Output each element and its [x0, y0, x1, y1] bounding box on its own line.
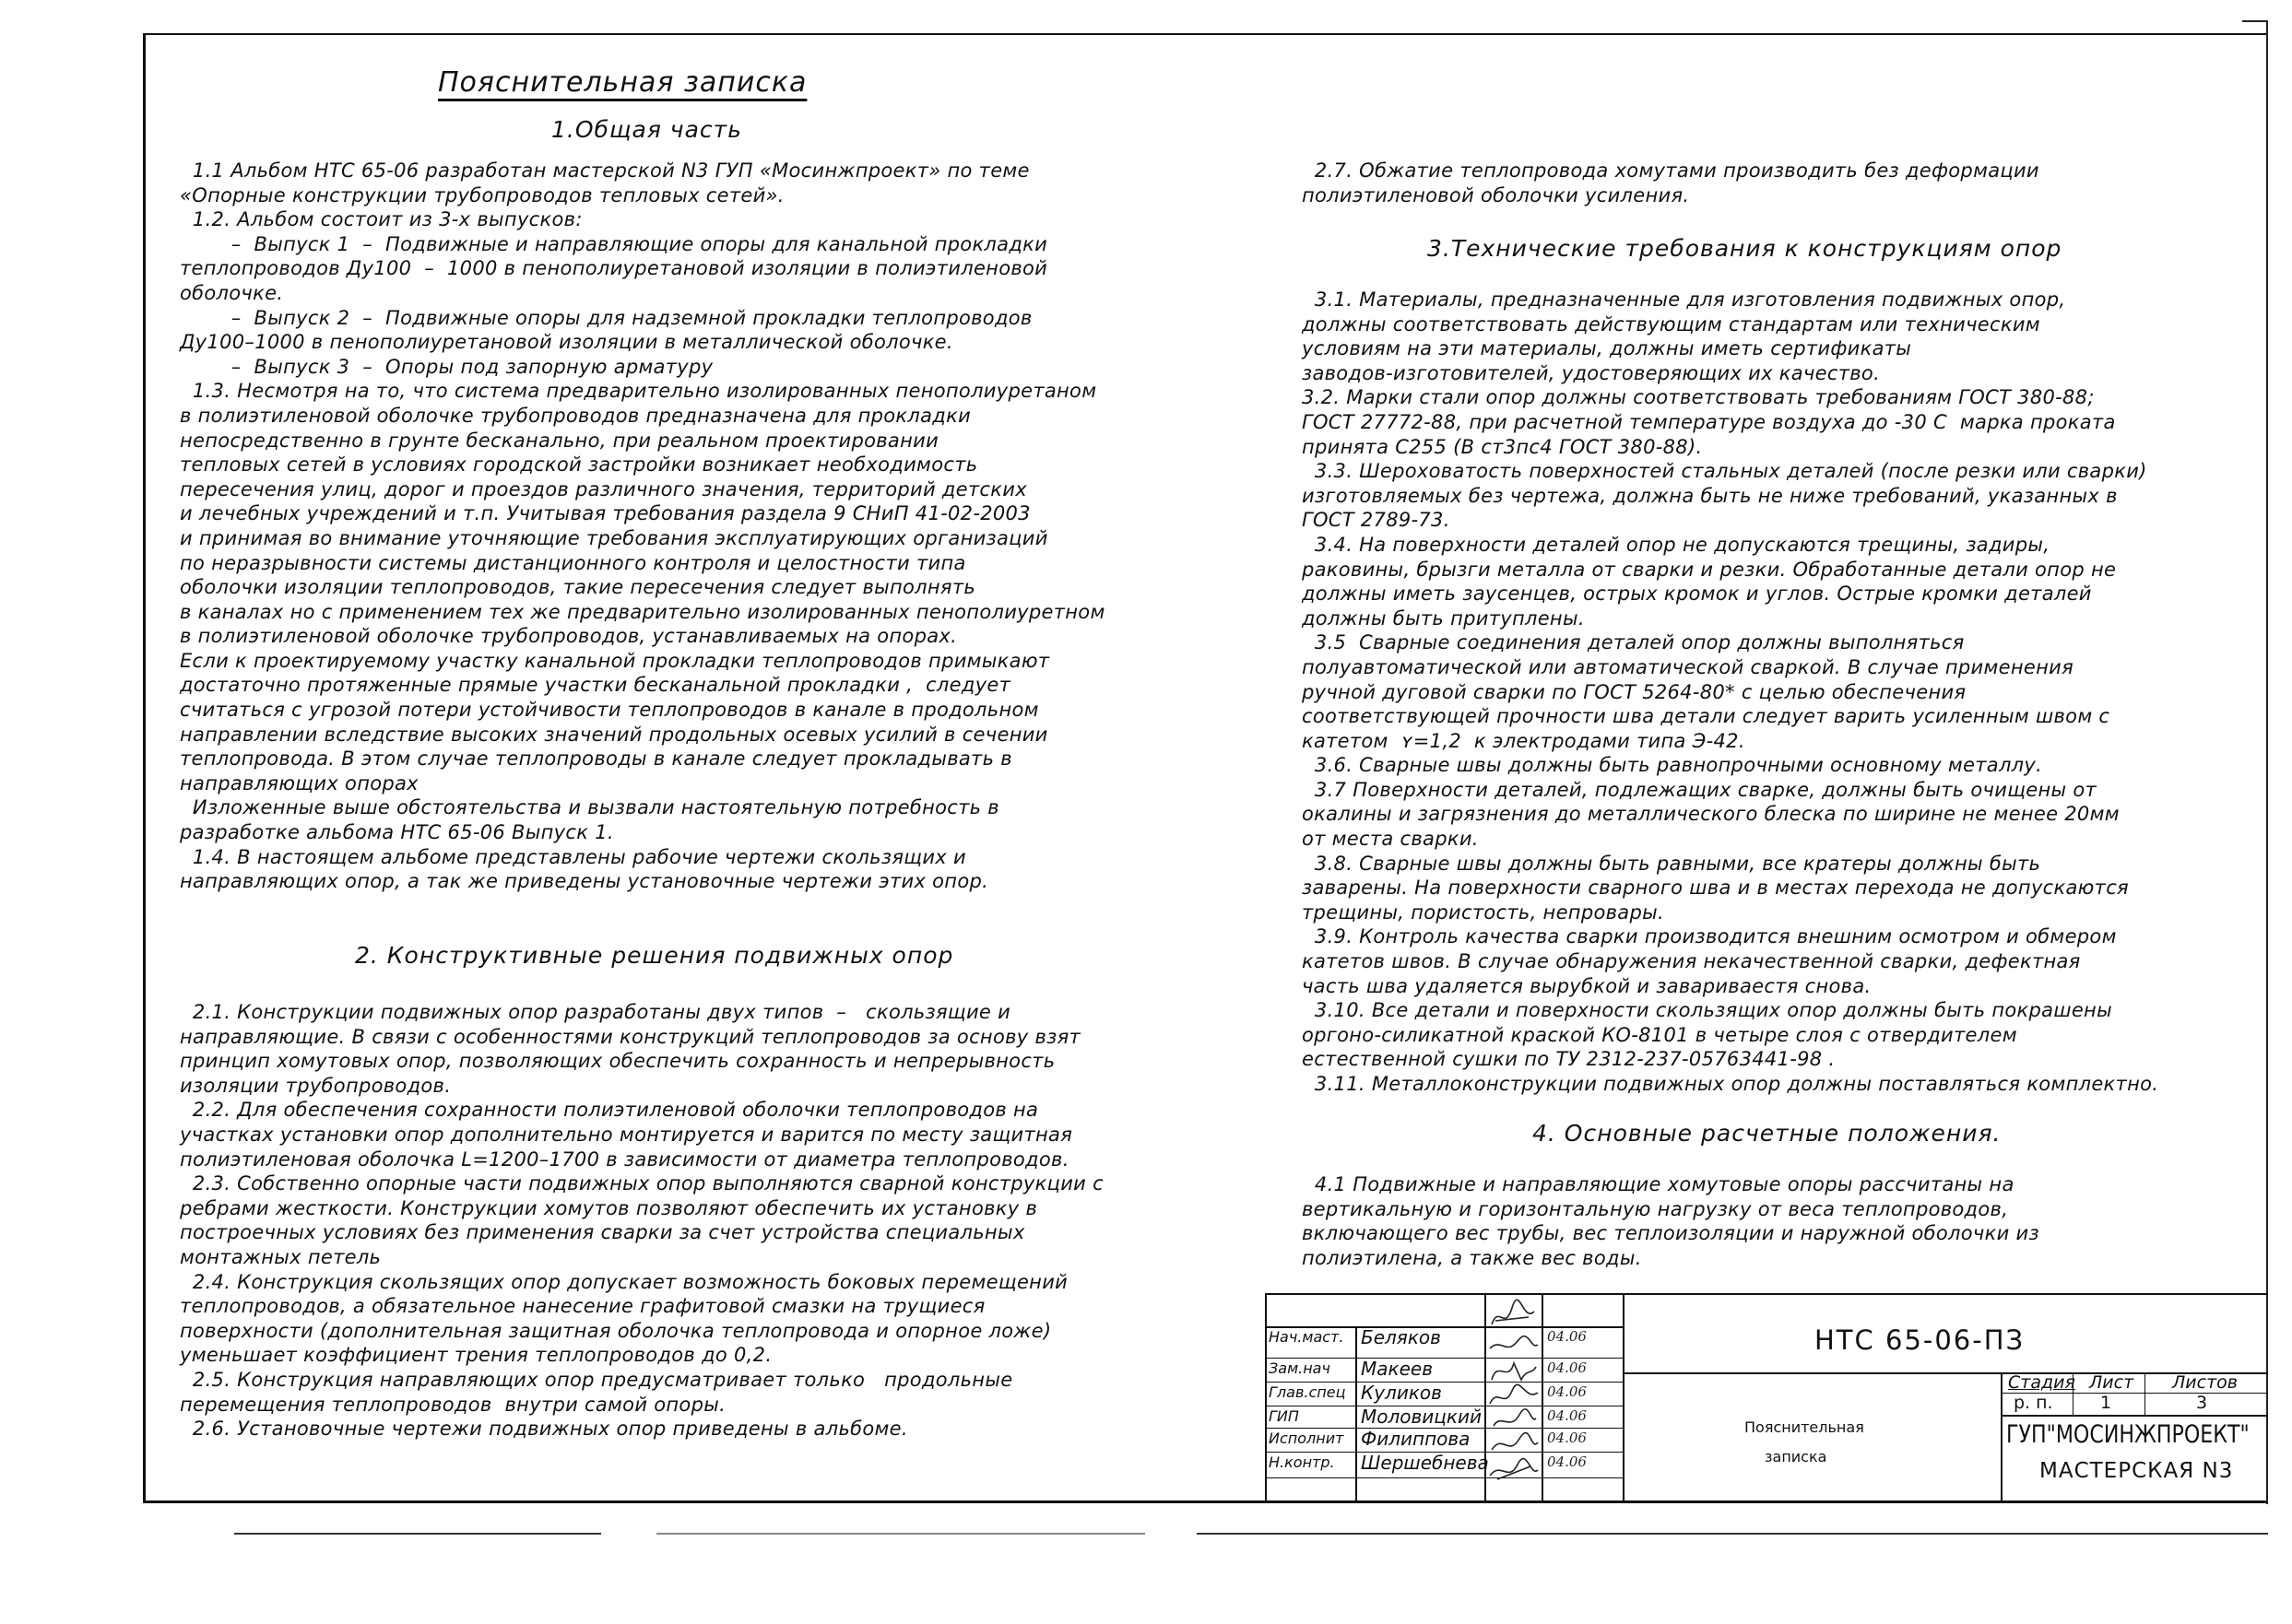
- text-line: участках установки опор дополнительно монтируется и варится по месту защитная: [173, 1123, 1073, 1146]
- text-line: естественной сушки по ТУ 2312-237-05763441-98 .: [1295, 1048, 1836, 1071]
- text-line: раковины, брызги металла от сварки и резки. Обработанные детали опор не: [1295, 558, 2117, 581]
- text-line: 3.4. На поверхности деталей опор не допускаются трещины, задиры,: [1295, 533, 2050, 556]
- text-line: 3.1. Материалы, предназначенные для изготовления подвижных опор,: [1295, 288, 2066, 311]
- text-line: – Выпуск 1 – Подвижные и направляющие опоры для канальной прокладки: [173, 232, 1048, 255]
- text-line: теплопровода. В этом случае теплопроводы в канале следует прокладывать в: [173, 747, 1012, 771]
- text-line: пересечения улиц, дорог и проездов различного значения, территорий детских: [173, 477, 1027, 500]
- text-line: заводов-изготовителей, удостоверяющих их качество.: [1295, 361, 1881, 384]
- signatures-image: [1486, 1295, 1542, 1503]
- text-line: 1.4. В настоящем альбоме представлены рабочие чертежи скользящих и: [173, 845, 966, 868]
- sign-date: 04.06: [1547, 1383, 1587, 1400]
- text-line: катетов швов. В случае обнаружения некачественной сварки, дефектная: [1295, 950, 2081, 973]
- text-line: принята С255 (В ст3пс4 ГОСТ 380-88).: [1295, 435, 1703, 458]
- section-2-text: [173, 1000, 1261, 1442]
- text-line: 3.9. Контроль качества сварки производится внешним осмотром и обмером: [1295, 925, 2117, 948]
- text-line: включающего вес трубы, вес теплоизоляции и наружной оболочки из: [1295, 1222, 2039, 1245]
- text-line: окалины и загрязнения до металлического блеска по ширине не менее 20мм: [1295, 803, 2120, 826]
- text-line: полиэтиленовой оболочки усиления.: [1295, 183, 1690, 206]
- text-line: – Выпуск 2 – Подвижные опоры для надземной прокладки теплопроводов: [173, 306, 1033, 329]
- text-line: 4.1 Подвижные и направляющие хомутовые опоры рассчитаны на: [1295, 1173, 2014, 1195]
- sign-date: 04.06: [1547, 1430, 1587, 1446]
- frame-corner-mark: [2242, 20, 2268, 22]
- text-line: оболочке.: [173, 281, 284, 304]
- text-line: и лечебных учреждений и т.п. Учитывая требования раздела 9 СНиП 41-02-2003: [173, 502, 1031, 525]
- bottom-rule-right: [1197, 1533, 2268, 1535]
- page-title: Пояснительная записка: [438, 66, 808, 99]
- role-label: ГИП: [1269, 1407, 1299, 1425]
- text-line: направляющих опорах: [173, 771, 419, 794]
- text-line: 3.2. Марки стали опор должны соответствовать требованиям ГОСТ 380-88;: [1295, 386, 2095, 409]
- section-2-heading: 2. Конструктивные решения подвижных опор: [355, 942, 954, 969]
- text-line: в полиэтиленовой оболочке трубопроводов, устанавливаемых на опорах.: [173, 625, 958, 648]
- text-line: ГОСТ 2789-73.: [1295, 509, 1450, 532]
- text-line: ГОСТ 27772-88, при расчетной температуре воздуха до -30 С марка проката: [1295, 410, 2116, 433]
- text-line: изготовляемых без чертежа, должна быть не ниже требований, указанных в: [1295, 484, 2118, 507]
- role-label: Н.контр.: [1269, 1453, 1335, 1471]
- text-line: построечных условиях без применения сварки за счет устройства специальных: [173, 1221, 1025, 1244]
- sign-date: 04.06: [1547, 1453, 1587, 1470]
- text-line: «Опорные конструкции трубопроводов тепловых сетей».: [173, 183, 785, 206]
- text-line: должны иметь заусенцев, острых кромок и углов. Острые кромки деталей: [1295, 583, 2092, 606]
- frame-right-edge: [2266, 20, 2268, 1504]
- text-line: заварены. На поверхности сварного шва и в местах перехода не допускаются: [1295, 877, 2129, 900]
- text-line: ребрами жесткости. Конструкции хомутов позволяют обеспечить их установку в: [173, 1196, 1038, 1219]
- text-line: 2.3. Собственно опорные части подвижных опор выполняются сварной конструкции с: [173, 1172, 1104, 1195]
- text-line: в полиэтиленовой оболочке трубопроводов предназначена для прокладки: [173, 404, 972, 427]
- text-line: 1.3. Несмотря на то, что система предварительно изолированных пенополиуретаном: [173, 380, 1097, 403]
- text-line: принцип хомутовых опор, позволяющих обеспечить сохранность и непрерывность: [173, 1050, 1056, 1073]
- sheets-value: 3: [2196, 1393, 2208, 1413]
- text-line: 1.1 Альбом НТС 65-06 разработан мастерской N3 ГУП «Мосинжпроект» по теме: [173, 159, 1030, 182]
- text-line: в каналах но с применением тех же предварительно изолированных пенополиуретном: [173, 600, 1105, 623]
- text-line: полиэтилена, а также вес воды.: [1295, 1246, 1642, 1269]
- text-line: от места сварки.: [1295, 828, 1479, 851]
- sign-date: 04.06: [1547, 1359, 1587, 1376]
- text-line: 3.3. Шероховатость поверхностей стальных деталей (после резки или сварки): [1295, 460, 2147, 483]
- text-line: часть шва удаляется вырубкой и завариваестя снова.: [1295, 974, 1872, 997]
- text-line: перемещения теплопроводов внутри самой опоры.: [173, 1393, 727, 1416]
- section-1-heading: 1.Общая часть: [551, 116, 742, 143]
- text-line: по неразрывности системы дистанционного контроля и целостности типа: [173, 551, 966, 574]
- section-4-heading: 4. Основные расчетные положения.: [1532, 1120, 2002, 1147]
- text-line: непосредственно в грунте бесканально, при реальном проектировании: [173, 429, 939, 452]
- document-code: НТС 65-06-ПЗ: [1814, 1324, 2026, 1356]
- stage-value: р. п.: [2014, 1393, 2053, 1413]
- text-line: оргоно-силикатной краской КО-8101 в четыре слоя с отвердителем: [1295, 1023, 2017, 1046]
- text-line: Ду100–1000 в пенополиуретановой изоляции в металлической оболочке.: [173, 331, 953, 354]
- text-line: 3.7 Поверхности деталей, подлежащих сварке, должны быть очищены от: [1295, 778, 2097, 801]
- text-line: 2.5. Конструкция направляющих опор предусматривает только продольные: [173, 1368, 1013, 1391]
- bottom-rule-middle: [656, 1533, 1145, 1535]
- text-line: 3.6. Сварные швы должны быть равнопрочными основному металлу.: [1295, 754, 2043, 777]
- person-name: Куликов: [1361, 1382, 1442, 1404]
- text-line: 2.6. Установочные чертежи подвижных опор приведены в альбоме.: [173, 1418, 908, 1441]
- document-name-line2: записка: [1765, 1448, 1827, 1465]
- person-name: Филиппова: [1361, 1428, 1471, 1450]
- text-line: и принимая во внимание уточняющие требования эксплуатирующих организаций: [173, 526, 1048, 549]
- text-line: соответствующей прочности шва детали следует варить усиленным швом с: [1295, 705, 2110, 728]
- text-line: направлении вследствие высоких значений продольных осевых усилий в сечении: [173, 723, 1048, 746]
- text-line: должны соответствовать действующим стандартам или техническим: [1295, 312, 2040, 335]
- person-name: Моловицкий: [1361, 1406, 1482, 1428]
- role-label: Нач.маст.: [1269, 1328, 1344, 1346]
- section-3-text: [1295, 288, 2254, 1097]
- section-4-text: [1295, 1172, 2254, 1270]
- text-line: достаточно протяженные прямые участки бесканальной прокладки , следует: [173, 674, 1011, 697]
- person-name: Беляков: [1361, 1326, 1441, 1348]
- text-line: 1.2. Альбом состоит из 3-х выпусков:: [173, 208, 583, 231]
- sheet-value: 1: [2100, 1393, 2112, 1413]
- text-line: 3.10. Все детали и поверхности скользящих опор должны быть покрашены: [1295, 999, 2112, 1022]
- text-line: 3.5 Сварные соединения деталей опор должны выполняться: [1295, 631, 1965, 654]
- organization-name: ГУП"МОСИНЖПРОЕКТ": [2006, 1420, 2250, 1449]
- person-name: Макеев: [1361, 1358, 1433, 1380]
- section-3-heading: 3.Технические требования к конструкциям опор: [1427, 235, 2062, 262]
- role-label: Зам.нач: [1269, 1359, 1330, 1377]
- text-line: тепловых сетей в условиях городской застройки возникает необходимость: [173, 453, 978, 477]
- text-line: 3.8. Сварные швы должны быть равными, все кратеры должны быть: [1295, 852, 2041, 875]
- text-line: полуавтоматической или автоматической сваркой. В случае применения: [1295, 655, 2074, 678]
- text-line: монтажных петель: [173, 1245, 382, 1268]
- sign-date: 04.06: [1547, 1328, 1587, 1345]
- role-label: Глав.спец: [1269, 1383, 1346, 1401]
- text-line: теплопроводов, а обязательное нанесение графитовой смазки на трущиеся: [173, 1295, 986, 1318]
- text-line: вертикальную и горизонтальную нагрузку от веса теплопроводов,: [1295, 1197, 2009, 1220]
- text-line: катетом ʏ=1,2 к электродами типа Э-42.: [1295, 729, 1745, 752]
- text-line: 2.4. Конструкция скользящих опор допускает возможность боковых перемещений: [173, 1270, 1069, 1293]
- text-line: полиэтиленовая оболочка L=1200–1700 в зависимости от диаметра теплопроводов.: [173, 1147, 1069, 1171]
- text-line: направляющие. В связи с особенностями конструкций теплопроводов за основу взят: [173, 1025, 1081, 1048]
- section-1-text: [173, 159, 1261, 894]
- document-name-line1: Пояснительная: [1744, 1418, 1864, 1436]
- text-line: теплопроводов Ду100 – 1000 в пенополиуретановой изоляции в полиэтиленовой: [173, 257, 1048, 280]
- text-line: 2.7. Обжатие теплопровода хомутами производить без деформации: [1295, 159, 2039, 182]
- stage-label: Стадия: [2008, 1372, 2075, 1393]
- text-line: Изложенные выше обстоятельства и вызвали настоятельную потребность в: [173, 796, 999, 819]
- text-line: Если к проектируемому участку канальной прокладки теплопроводов примыкают: [173, 649, 1050, 672]
- sheets-label: Листов: [2172, 1372, 2238, 1393]
- text-line: трещины, пористость, непровары.: [1295, 900, 1664, 924]
- sign-date: 04.06: [1547, 1407, 1587, 1424]
- text-line: поверхности (дополнительная защитная оболочка теплопровода и опорное ложе): [173, 1319, 1052, 1342]
- text-line: оболочки изоляции теплопроводов, такие пересечения следует выполнять: [173, 576, 976, 599]
- text-line: 2.2. Для обеспечения сохранности полиэтиленовой оболочки теплопроводов на: [173, 1099, 1039, 1122]
- person-name: Шершебнева: [1361, 1452, 1489, 1474]
- role-label: Исполнит: [1269, 1430, 1344, 1447]
- text-line: уменьшает коэффициент трения теплопроводов до 0,2.: [173, 1344, 773, 1367]
- bottom-rule-left: [234, 1533, 601, 1535]
- text-line: ручной дуговой сварки по ГОСТ 5264-80* с целью обеспечения: [1295, 680, 1967, 703]
- text-line: направляющих опор, а так же приведены установочные чертежи этих опор.: [173, 870, 989, 893]
- text-line: разработке альбома НТС 65-06 Выпуск 1.: [173, 821, 614, 844]
- title-block: [1265, 1293, 2268, 1503]
- text-line: – Выпуск 3 – Опоры под запорную арматуру: [173, 355, 714, 378]
- workshop-name: МАСТЕРСКАЯ N3: [2039, 1459, 2234, 1483]
- text-line: должны быть притуплены.: [1295, 606, 1585, 630]
- text-line: 3.11. Металлоконструкции подвижных опор должны поставляться комплектно.: [1295, 1073, 2159, 1095]
- section-2-continuation: [1295, 159, 2254, 207]
- sheet-label: Лист: [2089, 1372, 2134, 1393]
- text-line: 2.1. Конструкции подвижных опор разработаны двух типов – скользящие и: [173, 1001, 1011, 1023]
- text-line: считаться с угрозой потери устойчивости теплопроводов в канале в продольном: [173, 699, 1039, 722]
- text-line: условиям на эти материалы, должны иметь сертификаты: [1295, 337, 1912, 360]
- text-line: изоляции трубопроводов.: [173, 1074, 452, 1097]
